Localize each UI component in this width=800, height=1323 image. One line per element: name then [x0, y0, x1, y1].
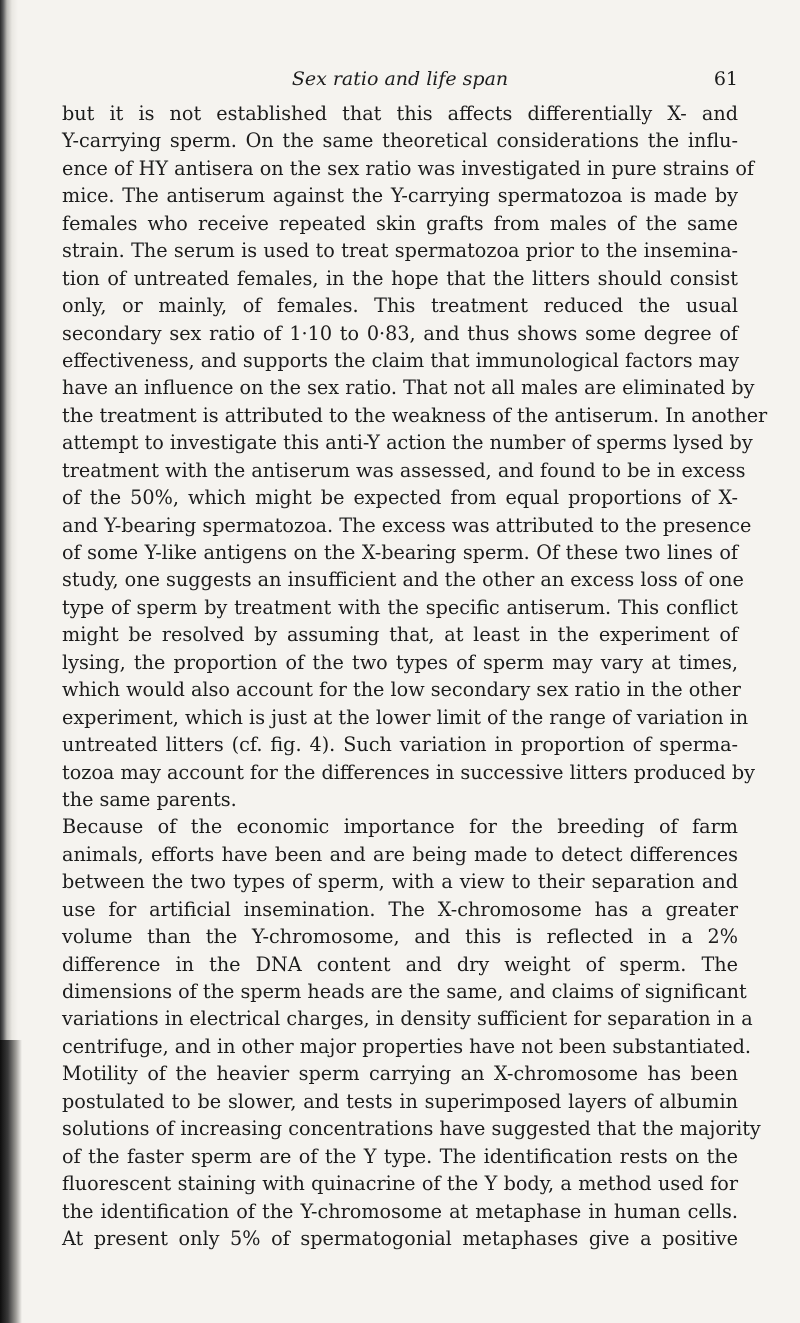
book-binding-edge	[0, 1040, 22, 1323]
text-line: lysing, the proportion of the two types of sperm may vary at times,	[62, 650, 738, 674]
text-line: Y-carrying sperm. On the same theoretical considerations the influ-	[62, 129, 738, 153]
text-line: strain. The serum is used to treat spermatozoa prior to the insemina-	[62, 239, 738, 263]
text-line: postulated to be slower, and tests in superimposed layers of albumin	[62, 1089, 738, 1113]
text-line: of the faster sperm are of the Y type. The identification rests on the	[62, 1144, 738, 1168]
body-text	[62, 100, 768, 1252]
text-line: tion of untreated females, in the hope that the litters should consist	[62, 266, 738, 290]
text-line: solutions of increasing concentrations have suggested that the majority	[62, 1117, 761, 1141]
text-line: dimensions of the sperm heads are the same, and claims of significant	[62, 980, 747, 1003]
text-line: study, one suggests an insufficient and the other an excess loss of one	[62, 568, 744, 592]
running-title: Sex ratio and life span	[291, 68, 509, 90]
text-line: untreated litters (cf. fig. 4). Such variation in proportion of sperma-	[62, 733, 738, 757]
text-line: secondary sex ratio of 1·10 to 0·83, and thus shows some degree of	[62, 321, 738, 345]
text-line: centrifuge, and in other major properties have not been substantiated.	[62, 1034, 751, 1058]
text-line: difference in the DNA content and dry weight of sperm. The	[62, 952, 738, 976]
text-line: which would also account for the low secondary sex ratio in the other	[62, 678, 741, 702]
text-line: At present only 5% of spermatogonial metaphases give a positive	[62, 1226, 738, 1250]
text-line: the treatment is attributed to the weakness of the antiserum. In another	[62, 403, 768, 427]
page-header	[62, 64, 738, 94]
text-line: fluorescent staining with quinacrine of the Y body, a method used for	[62, 1172, 738, 1196]
text-line: attempt to investigate this anti-Y action the number of sperms lysed by	[62, 431, 753, 455]
text-line: tozoa may account for the differences in successive litters produced by	[62, 760, 756, 784]
text-line: the identification of the Y-chromosome at metaphase in human cells.	[62, 1199, 738, 1223]
text-line: animals, efforts have been and are being made to detect differences	[62, 842, 738, 866]
text-line: and Y-bearing spermatozoa. The excess was attributed to the presence	[62, 513, 752, 537]
page-number: 61	[713, 68, 738, 90]
text-line: effectiveness, and supports the claim that immunological factors may	[62, 348, 740, 372]
text-line: variations in electrical charges, in density sufficient for separation in a	[62, 1007, 753, 1031]
text-line: between the two types of sperm, with a view to their separation and	[62, 870, 738, 894]
text-line: ence of HY antisera on the sex ratio was investigated in pure strains of	[62, 156, 754, 180]
text-line: only, or mainly, of females. This treatment reduced the usual	[62, 294, 738, 318]
text-line: but it is not established that this affects differentially X- and	[62, 102, 738, 125]
text-line: of the 50%, which might be expected from equal proportions of X-	[62, 486, 738, 510]
text-line: have an influence on the sex ratio. That not all males are eliminated by	[62, 376, 755, 400]
text-line: the same parents.	[62, 787, 237, 811]
text-line: Because of the economic importance for the breeding of farm	[62, 815, 738, 839]
text-line: might be resolved by assuming that, at least in the experiment of	[62, 623, 738, 647]
text-line: experiment, which is just at the lower limit of the range of variation in	[62, 705, 749, 729]
text-line: type of sperm by treatment with the specific antiserum. This conflict	[62, 595, 738, 619]
paragraph-2	[62, 813, 761, 1252]
paragraph-1	[62, 100, 768, 813]
text-line: volume than the Y-chromosome, and this is reflected in a 2%	[62, 925, 738, 949]
text-line: treatment with the antiserum was assessed, and found to be in excess	[62, 458, 746, 482]
text-line: Motility of the heavier sperm carrying an X-chromosome has been	[62, 1062, 738, 1086]
text-line: females who receive repeated skin grafts from males of the same	[62, 211, 738, 235]
text-line: use for artificial insemination. The X-chromosome has a greater	[62, 897, 738, 921]
text-line: mice. The antiserum against the Y-carrying spermatozoa is made by	[62, 184, 738, 208]
text-line: of some Y-like antigens on the X-bearing sperm. Of these two lines of	[62, 541, 738, 564]
